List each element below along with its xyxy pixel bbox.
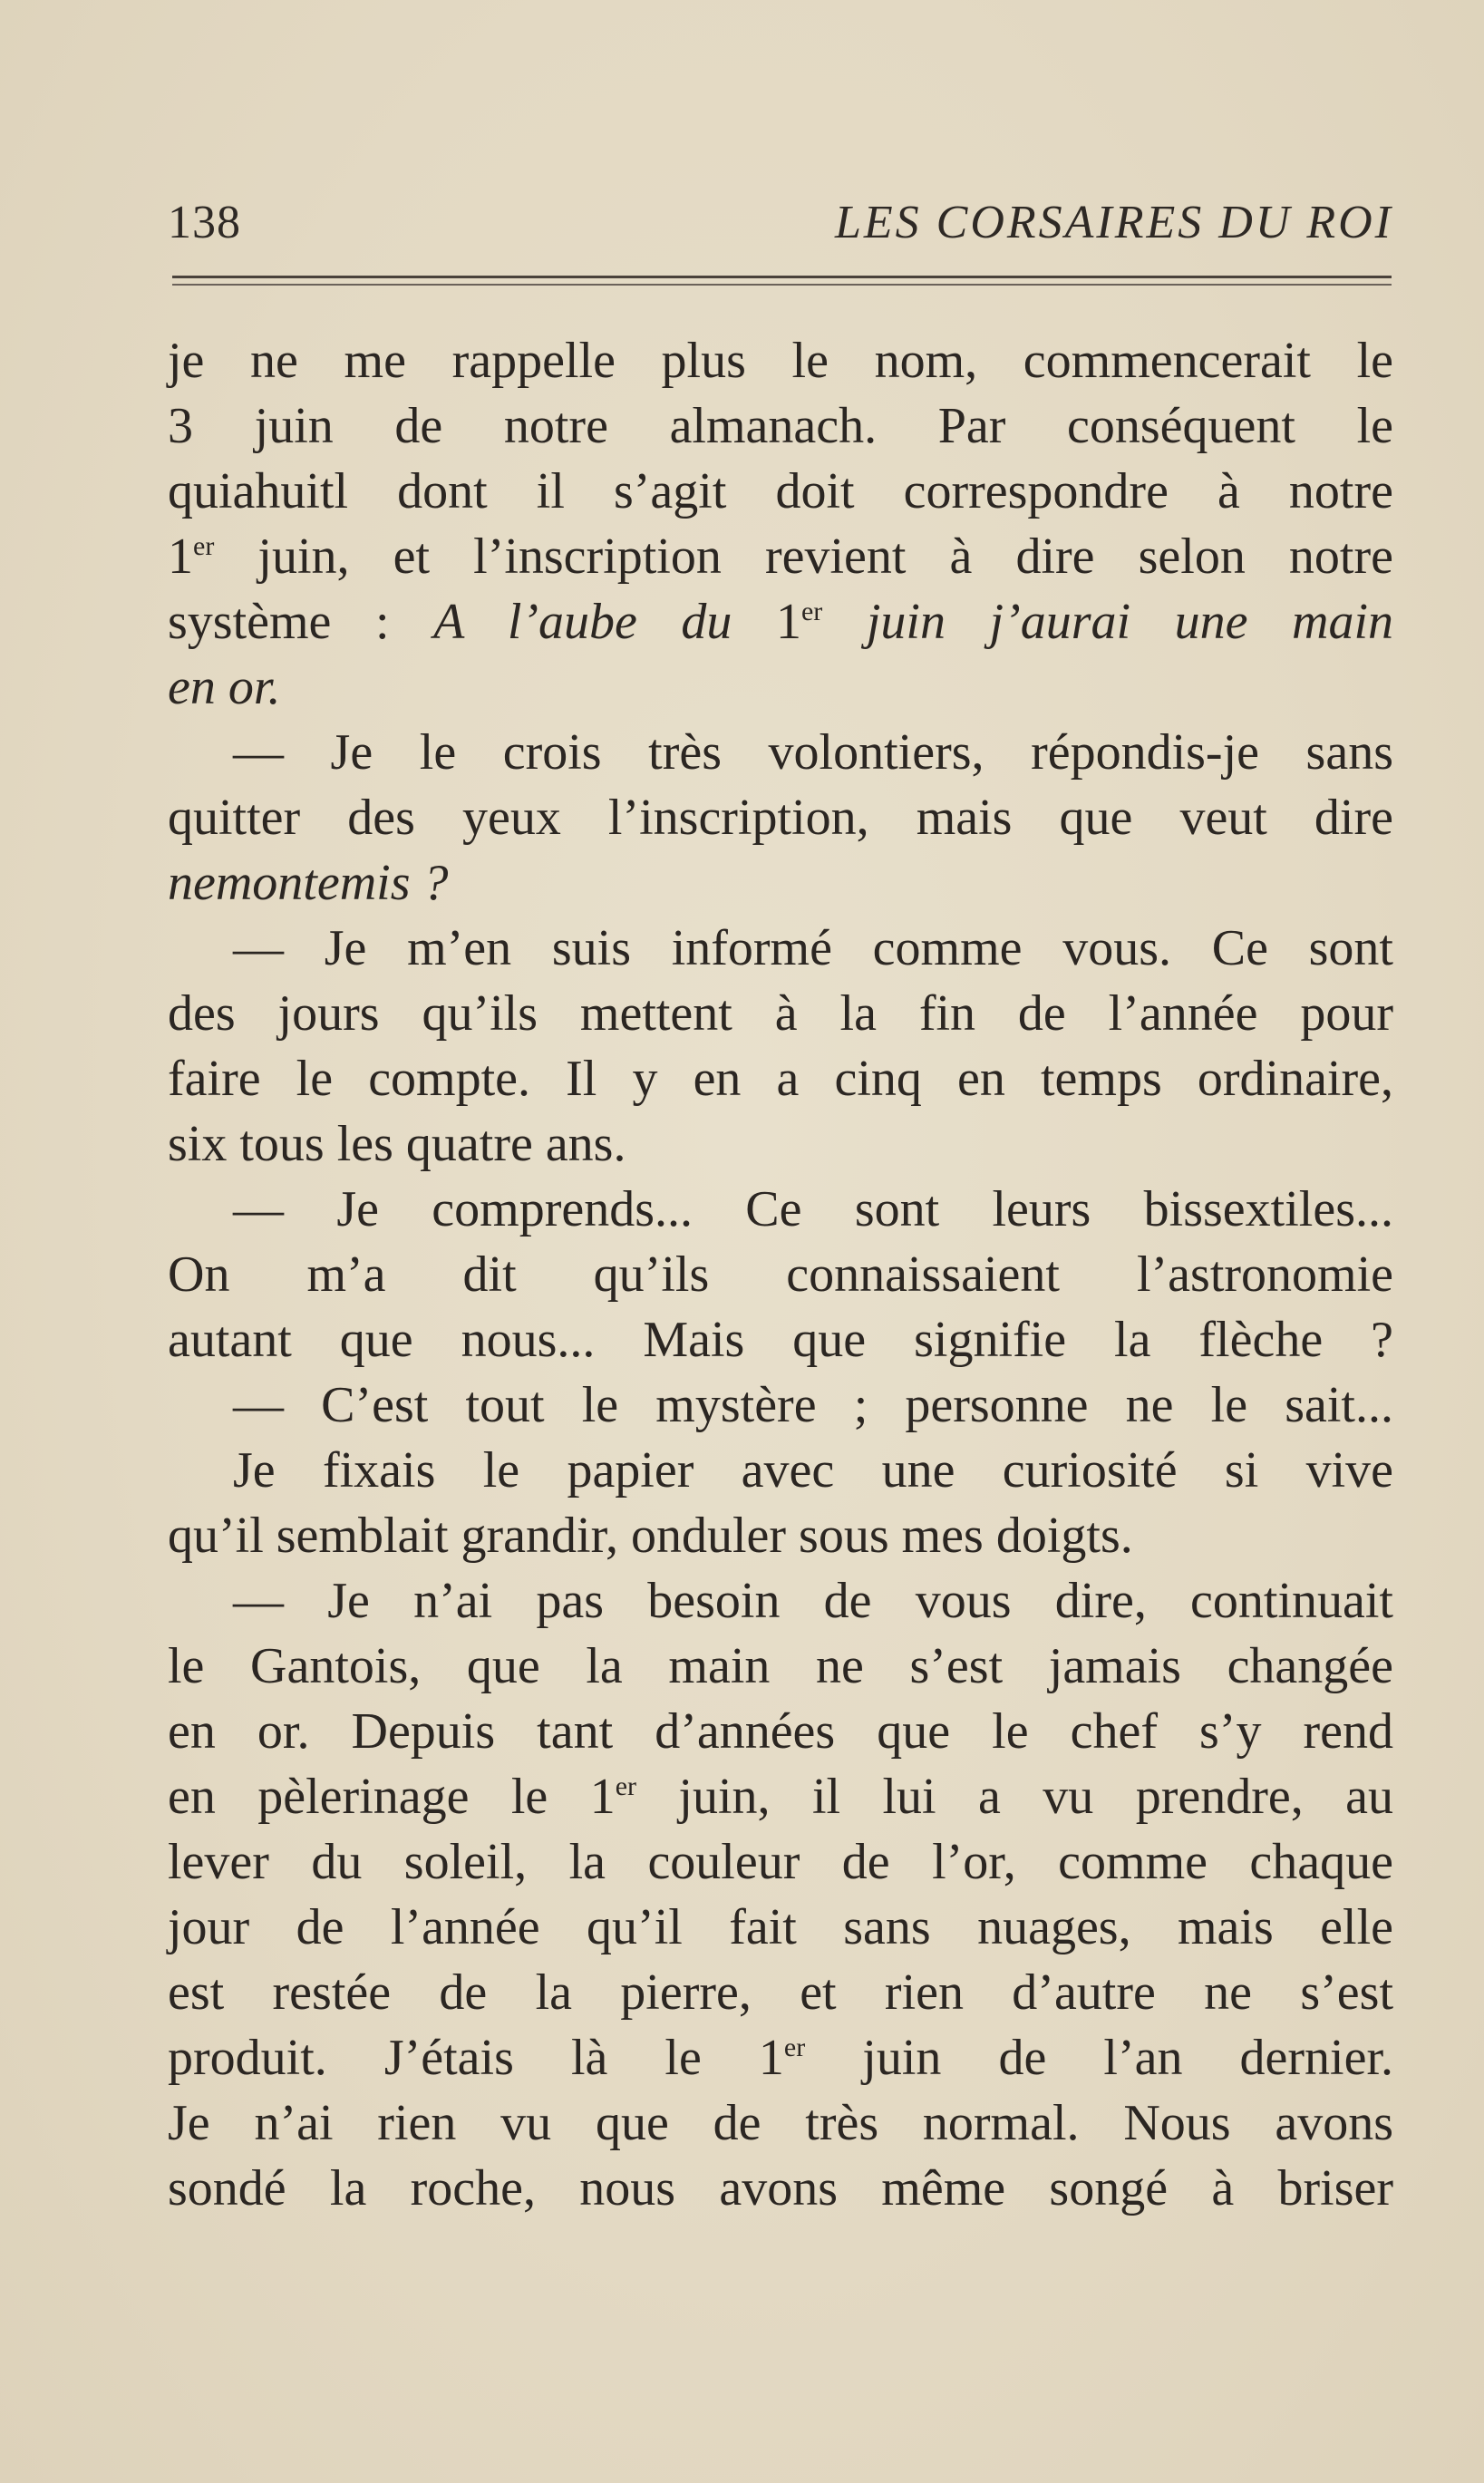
ordinal-number: 1 [589,1769,616,1825]
text-line: quitter des yeux l’inscription, mais que veut dire [168,790,1393,846]
text-fragment: juin, il lui a vu prendre, au [636,1769,1393,1825]
page-header [168,189,1393,252]
ordinal-suffix: er [193,531,215,561]
text-line: lever du soleil, la couleur de l’or, comme chaque [168,1834,1393,1890]
text-line: 3 juin de notre almanach. Par conséquent le [168,398,1393,454]
ordinal-suffix: er [615,1771,637,1801]
italic-phrase: juin j’aurai une main [822,594,1394,650]
header-rule-secondary [172,284,1392,286]
ordinal-number: 1 [758,2030,784,2086]
text-line [168,655,1393,720]
text-line [168,524,1393,589]
ordinal-suffix: er [800,597,823,626]
text-line: faire le compte. Il y en a cinq en temps ordinaire, [168,1051,1393,1107]
paragraph-start-line: — Je le crois très volontiers, répondis-je sans [233,724,1393,781]
text-fragment: produit. J’étais là le [168,2030,759,2086]
text-line [168,1764,1393,1829]
paragraph-start-line: — Je n’ai pas besoin de vous dire, continuait [233,1573,1393,1629]
text-line [168,2025,1393,2090]
text-line: jour de l’année qu’il fait sans nuages, mais elle [168,1899,1393,1955]
italic-phrase: A l’aube du [433,594,776,650]
header-rule [172,276,1392,278]
body-text [168,328,1393,2221]
paragraph-start-line: Je fixais le papier avec une curiosité si vive [233,1442,1393,1499]
text-line: sondé la roche, nous avons même songé à briser [168,2160,1393,2216]
text-line: six tous les quatre ans. [168,1116,626,1172]
text-line: quiahuitl dont il s’agit doit correspondre à notre [168,463,1393,519]
text-fragment: en pèlerinage le [168,1769,590,1825]
text-fragment: juin, et l’inscription revient à dire selon notre [214,529,1393,585]
text-line [168,850,1393,916]
paragraph-start-line: — Je comprends... Ce sont leurs bissextiles... [233,1181,1393,1237]
text-line: je ne me rappelle plus le nom, commencerait le [168,333,1393,389]
ordinal-suffix: er [783,2032,806,2062]
text-fragment: système : [168,594,434,650]
text-line: qu’il semblait grandir, onduler sous mes doigts. [168,1508,1133,1564]
italic-phrase: en or. [168,659,281,715]
text-line: le Gantois, que la main ne s’est jamais changée [168,1638,1393,1694]
ordinal-number: 1 [168,529,193,585]
italic-phrase: nemontemis ? [168,855,449,911]
text-line: Je n’ai rien vu que de très normal. Nous avons [168,2095,1393,2151]
text-line: On m’a dit qu’ils connaissaient l’astronomie [168,1246,1393,1303]
text-line: des jours qu’ils mettent à la fin de l’année pour [168,985,1393,1042]
text-line: autant que nous... Mais que signifie la flèche ? [168,1312,1393,1368]
text-fragment: juin de l’an dernier. [805,2030,1394,2086]
text-line: est restée de la pierre, et rien d’autre ne s’est [168,1964,1393,2021]
page-number: 138 [168,197,241,248]
text-line [168,589,1393,655]
ordinal-number: 1 [775,594,801,650]
text-line: en or. Depuis tant d’années que le chef s’y rend [168,1703,1393,1760]
paragraph-start-line: — Je m’en suis informé comme vous. Ce sont [233,920,1393,976]
running-title: LES CORSAIRES DU ROI [834,197,1393,248]
paragraph-start-line: — C’est tout le mystère ; personne ne le sait... [233,1377,1393,1433]
